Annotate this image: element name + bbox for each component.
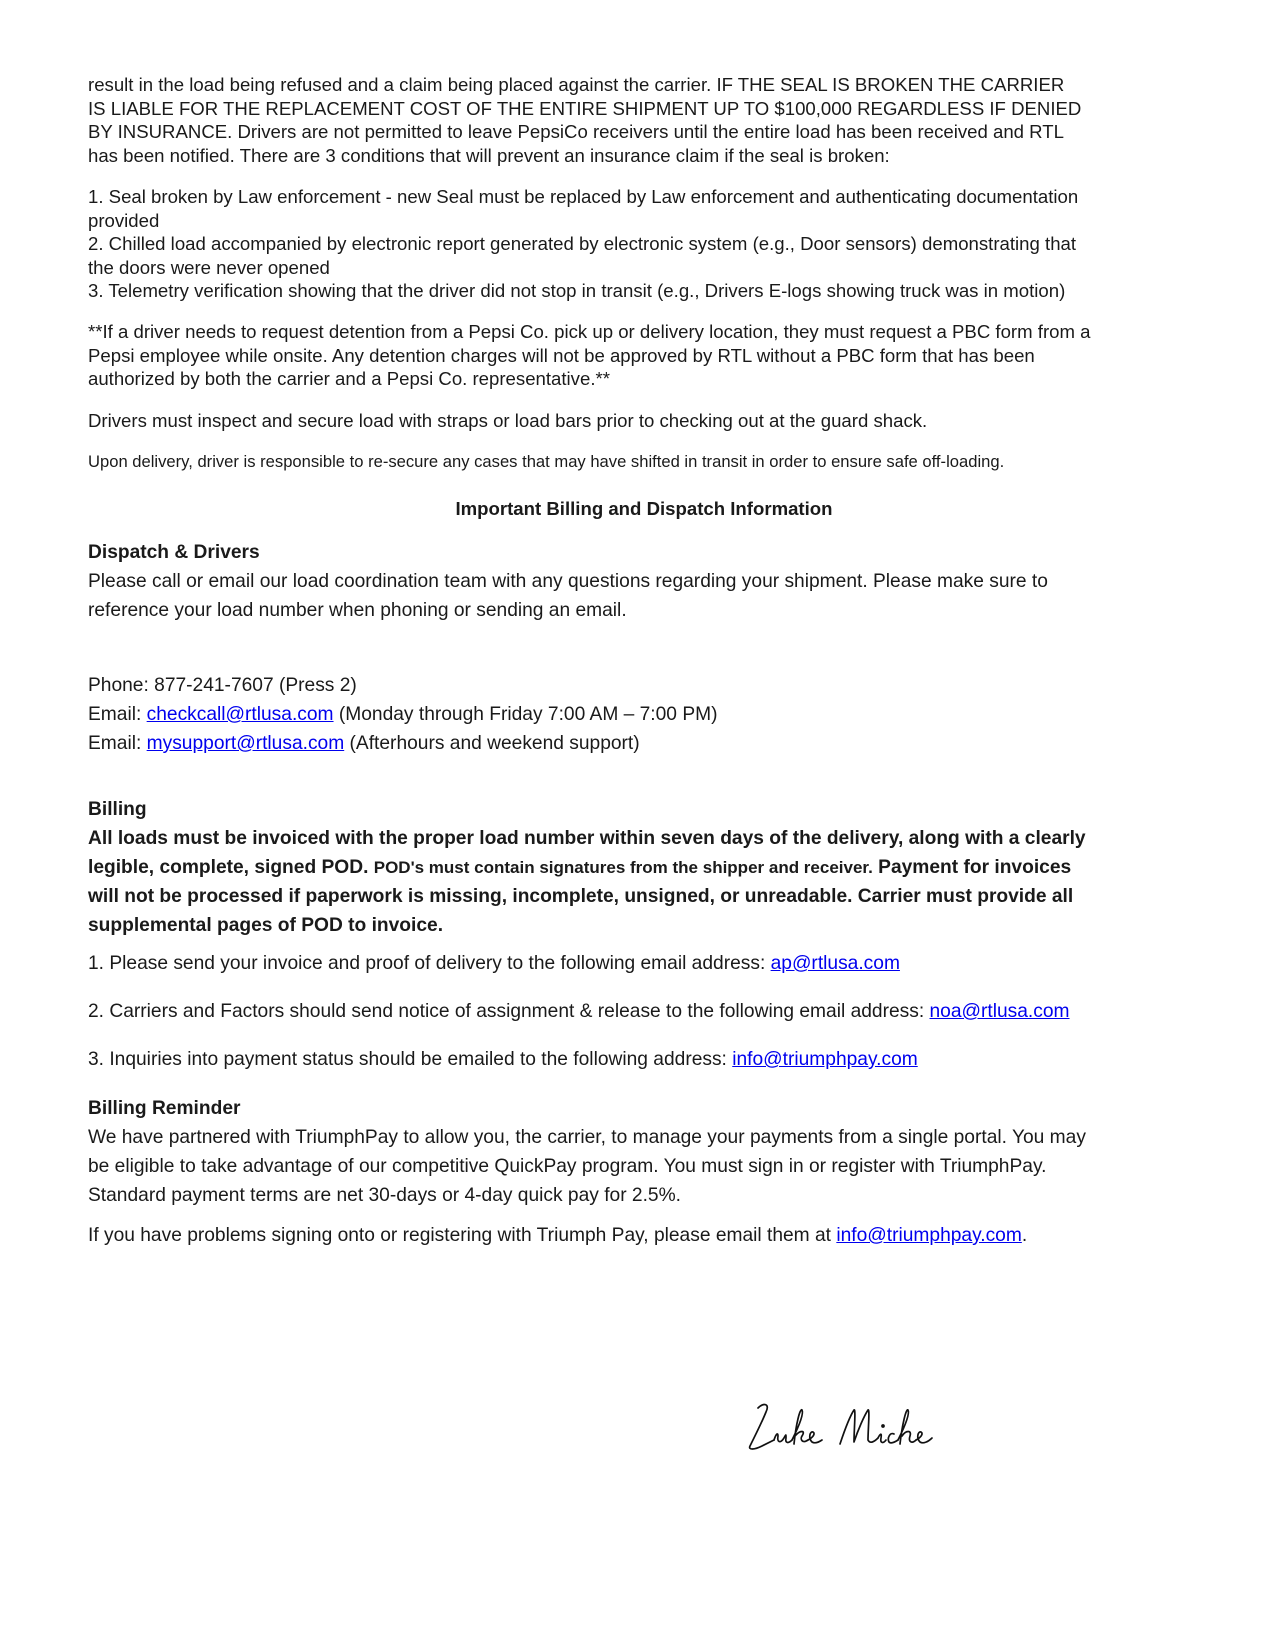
reminder-last-text: If you have problems signing onto or registering with Triumph Pay, please email them at xyxy=(88,1225,837,1246)
detention-line: authorized by both the carrier and a Pepsi Co. representative.** xyxy=(88,368,610,389)
reminder-section xyxy=(88,1094,1200,1210)
detention-line: **If a driver needs to request detention from a Pepsi Co. pick up or delivery location, they must request a PBC form from a xyxy=(88,321,1091,342)
reminder-last-end: . xyxy=(1021,1225,1028,1246)
billing-heading: Billing xyxy=(88,799,147,820)
noa-email-link[interactable]: noa@rtlusa.com xyxy=(929,1001,1070,1022)
email-note: (Monday through Friday 7:00 AM – 7:00 PM) xyxy=(333,704,718,725)
detention-paragraph xyxy=(88,320,1200,391)
intro-paragraph xyxy=(88,73,1200,167)
condition-line: 1. Seal broken by Law enforcement - new Seal must be replaced by Law enforcement and authenticating documentation xyxy=(88,186,1079,207)
intro-line: result in the load being refused and a claim being placed against the carrier. IF THE SEAL IS BROKEN THE CARRIER xyxy=(88,74,1065,95)
intro-line: has been notified. There are 3 conditions that will prevent an insurance claim if the seal is broken: xyxy=(88,144,890,166)
dispatch-heading: Dispatch & Drivers xyxy=(88,542,260,563)
resecure-text: Upon delivery, driver is responsible to re-secure any cases that may have shifted in transit in order to ensure safe off-loading. xyxy=(88,452,1005,471)
billing-item-line xyxy=(88,949,1200,978)
intro-line: BY INSURANCE. Drivers are not permitted to leave PepsiCo receivers until the entire load has been received and RTL xyxy=(88,121,1064,142)
resecure-paragraph xyxy=(88,451,1200,473)
billing-item-text: 2. Carriers and Factors should send notice of assignment & release to the following email address: xyxy=(88,1001,930,1022)
reminder-line: Standard payment terms are net 30-days or 4-day quick pay for 2.5%. xyxy=(88,1185,681,1206)
billing-line: will not be processed if paperwork is missing, incomplete, unsigned, or unreadable. Carrier must provide all xyxy=(88,886,1074,907)
reminder-last xyxy=(88,1224,1200,1247)
billing-item-3 xyxy=(88,1045,1200,1074)
reminder-line: be eligible to take advantage of our competitive QuickPay program. You must sign in or register with TriumphPay. xyxy=(88,1156,1047,1177)
email-label: Email: xyxy=(88,704,147,725)
billing-section xyxy=(88,795,1200,940)
email-line-2 xyxy=(88,729,1200,758)
detention-line: Pepsi employee while onsite. Any detention charges will not be approved by RTL without a PBC form that has been xyxy=(88,344,1035,366)
dispatch-line: Please call or email our load coordination team with any questions regarding your shipment. Please make sure to xyxy=(88,571,1048,592)
billing-item-text: 3. Inquiries into payment status should be emailed to the following address: xyxy=(88,1049,733,1070)
email-note: (Afterhours and weekend support) xyxy=(344,733,640,754)
billing-line: supplemental pages of POD to invoice. xyxy=(88,915,444,936)
email-label: Email: xyxy=(88,733,147,754)
phone-line: Phone: 877-241-7607 (Press 2) xyxy=(88,675,357,696)
condition-line: the doors were never opened xyxy=(88,256,330,278)
billing-line-part: Payment for invoices xyxy=(872,857,1072,878)
billing-dispatch-title xyxy=(88,497,1200,521)
reminder-heading: Billing Reminder xyxy=(88,1098,241,1119)
inspect-paragraph xyxy=(88,409,1200,433)
email-line-1 xyxy=(88,700,1200,729)
billing-item-1 xyxy=(88,949,1200,978)
dispatch-line: reference your load number when phoning or sending an email. xyxy=(88,600,627,621)
reminder-last-line xyxy=(88,1224,1200,1247)
billing-line-small: POD's must contain signatures from the shipper and receiver. xyxy=(373,858,873,877)
intro-line: IS LIABLE FOR THE REPLACEMENT COST OF THE ENTIRE SHIPMENT UP TO $100,000 REGARDLESS IF DENIED xyxy=(88,97,1082,119)
billing-line: All loads must be invoiced with the proper load number within seven days of the delivery, along with a clearly xyxy=(88,828,1086,849)
condition-line: 2. Chilled load accompanied by electronic report generated by electronic system (e.g., Door sensors) demonstrating that xyxy=(88,233,1077,254)
inspect-text: Drivers must inspect and secure load with straps or load bars prior to checking out at the guard shack. xyxy=(88,410,928,431)
dispatch-section xyxy=(88,538,1200,625)
triumphpay-support-email-link[interactable]: info@triumphpay.com xyxy=(836,1225,1022,1246)
condition-line: provided xyxy=(88,209,160,231)
reminder-line: We have partnered with TriumphPay to allow you, the carrier, to manage your payments from a single portal. You may xyxy=(88,1127,1086,1148)
dispatch-contacts xyxy=(88,671,1200,758)
signature-drawing xyxy=(740,1400,940,1456)
billing-line xyxy=(88,853,1200,882)
billing-item-text: 1. Please send your invoice and proof of delivery to the following email address: xyxy=(88,953,771,974)
billing-item-line xyxy=(88,997,1200,1026)
conditions-list xyxy=(88,185,1200,303)
signature-image xyxy=(740,1400,940,1461)
mysupport-email-link[interactable]: mysupport@rtlusa.com xyxy=(146,733,345,754)
condition-line: 3. Telemetry verification showing that the driver did not stop in transit (e.g., Drivers E-logs showing truck was in motion) xyxy=(88,280,1066,301)
billing-line-part: legible, complete, signed POD. xyxy=(88,857,374,878)
triumphpay-email-link[interactable]: info@triumphpay.com xyxy=(732,1049,918,1070)
ap-email-link[interactable]: ap@rtlusa.com xyxy=(770,953,900,974)
checkcall-email-link[interactable]: checkcall@rtlusa.com xyxy=(146,704,334,725)
billing-item-2 xyxy=(88,997,1200,1026)
section-title: Important Billing and Dispatch Information xyxy=(455,498,833,519)
billing-item-line xyxy=(88,1045,1200,1074)
